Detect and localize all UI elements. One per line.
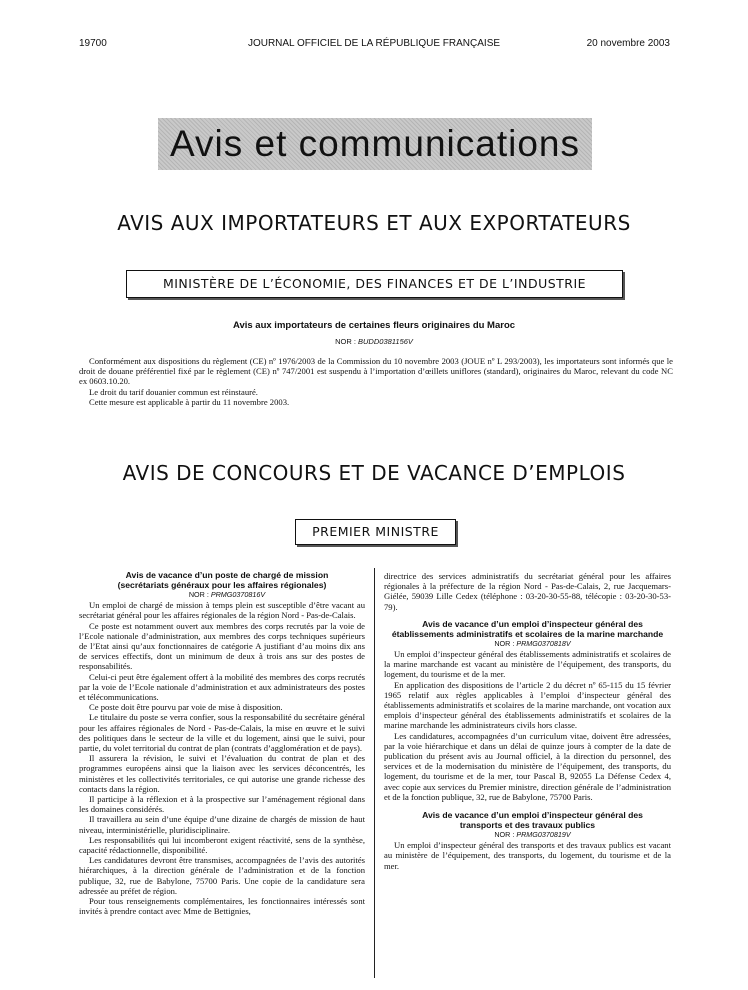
nor-label: NOR : bbox=[494, 638, 515, 648]
paragraph: En application des dispositions de l’article 2 du décret nº 65-115 du 15 février 1965 relatif aux règles applicables à l’emploi d’inspecteur général des établissements administratifs et scolaires de la marine marchande, ont vocation aux emplois d’inspecteur général des établissements administratifs et scolaires de la marine marchande les administrateurs civils hors classe. bbox=[384, 679, 671, 731]
nor-code: PRMG0370819V bbox=[516, 830, 571, 840]
nor-label: NOR : bbox=[335, 337, 356, 346]
notice-body-flowers bbox=[79, 356, 673, 407]
page-header bbox=[0, 38, 748, 54]
paragraph: Cette mesure est applicable à partir du 11 novembre 2003. bbox=[89, 396, 290, 407]
paragraph: Ce poste est notamment ouvert aux membres des corps recrutés par la voie de l’Ecole nationale d’administration, aux membres des corps techniques supérieurs de l’Etat ainsi qu’aux fonctionnaires de catégorie A justifiant d’au moins dix ans de services effectifs, dont un minimum de deux à trois ans sur des postes de responsabilités. bbox=[79, 620, 365, 672]
paragraph: Les candidatures devront être transmises, accompagnées de l’avis des autorités hiérarchiques, à la direction générale de l’administration et de la fonction publique, 32, rue de Babylone, 75700 Paris. Une copie de la candidature sera adressée au préfet de région. bbox=[79, 855, 365, 896]
nor-reference bbox=[384, 639, 671, 649]
ministry-box-premier bbox=[295, 519, 456, 545]
section-heading-competitions: AVIS DE CONCOURS ET DE VACANCE D’EMPLOIS bbox=[122, 461, 626, 485]
nor-reference bbox=[384, 830, 671, 840]
notice-title-flowers: Avis aux importateurs de certaines fleurs originaires du Maroc bbox=[232, 320, 516, 331]
paragraph: Il assurera la révision, le suivi et l’évaluation du contrat de plan et des programmes européens ainsi que la liaison avec les services déconcentrés, les ministères et les collectivités territoriales, ce qui autorise une grande richesse des contacts dans la région. bbox=[79, 753, 365, 794]
nor-label: NOR : bbox=[188, 590, 209, 599]
publication-date: 20 novembre 2003 bbox=[586, 38, 670, 49]
paragraph: Un emploi de chargé de mission à temps plein est susceptible d’être vacant au secrétariat général pour les affaires régionales de la région Nord - Pas-de-Calais. bbox=[79, 600, 365, 621]
paragraph-continuation: directrice des services administratifs du secrétariat général pour les affaires régionales à la préfecture de la région Nord - Pas-de-Calais, 2, rue Jacquemars-Giélée, 59039 Lille Cedex (téléphone : 03-20-30-55-88, télécopie : 03-20-30-53-79). bbox=[384, 571, 671, 612]
nor-code: PRMG0370818V bbox=[516, 638, 571, 648]
paragraph: Celui-ci peut être également offert à la mobilité des membres des corps recrutés par la voie de l’Ecole nationale d’administration et aux administrateurs des postes et télécommunications. bbox=[79, 671, 365, 703]
paragraph: Les candidatures, accompagnées d’un curriculum vitae, doivent être adressées, par la voie hiérarchique et dans un délai de quinze jours à compter de la date de publication du présent avis au Journal officiel, à la direction du personnel, des services et de la modernisation du ministère de l’équipement, des transports, du logement, du tourisme et de la mer, tour Pascal B, 92055 La Défense Cedex 4, avec copie aux services du Premier ministre, direction générale de l’administration et de la fonction publique, 32, rue de Babylone, 75700 Paris. bbox=[384, 730, 671, 802]
left-column bbox=[79, 570, 365, 917]
ministry-label: PREMIER MINISTRE bbox=[312, 524, 439, 539]
notice-title: Avis de vacance d’un poste de chargé de mission (secrétariats généraux pour les affaires régionales) bbox=[117, 570, 329, 590]
banner-title: Avis et communications bbox=[170, 123, 580, 164]
nor-label: NOR : bbox=[494, 830, 515, 840]
section-banner bbox=[158, 118, 592, 170]
ministry-label: MINISTÈRE DE L’ÉCONOMIE, DES FINANCES ET DE L’INDUSTRIE bbox=[162, 276, 587, 291]
paragraph: Un emploi d’inspecteur général des transports et des travaux publics est vacant au ministère de l’équipement, des transports, du logement, du tourisme et de la mer. bbox=[384, 840, 671, 871]
paragraph: Les responsabilités qui lui incomberont exigent réactivité, sens de la synthèse, capacité rédactionnelle, disponibilité. bbox=[79, 834, 365, 856]
paragraph: Pour tous renseignements complémentaires, les fonctionnaires intéressés sont invités à prendre contact avec Mme de Bettignies, bbox=[79, 896, 365, 917]
paragraph: Le droit du tarif douanier commun est réinstauré. bbox=[89, 386, 258, 397]
nor-code: BUDD0381156V bbox=[358, 337, 413, 346]
nor-reference bbox=[0, 337, 748, 346]
notice-title: Avis de vacance d’un emploi d’inspecteur général des transports et des travaux publics bbox=[422, 810, 643, 831]
paragraph: Il participe à la réflexion et à la prospective sur l’aménagement régional dans les domaines considérés. bbox=[79, 794, 365, 815]
right-column bbox=[384, 571, 671, 871]
paragraph: Un emploi d’inspecteur général des établissements administratifs et scolaires de la marine marchande est vacant au ministère de l’équipement, des transports, du logement, du tourisme et de la mer. bbox=[384, 649, 671, 680]
paragraph: Le titulaire du poste se verra confier, sous la responsabilité du secrétaire général pour les affaires régionales de Nord - Pas-de-Calais, la mise en œuvre et le suivi des politiques dans le secteur de la ville et du logement, ainsi que le suivi, pour partie, du volet territorial du contrat de plan (contrats d’agglomération et de pays). bbox=[79, 712, 365, 754]
nor-code: PRMG0370816V bbox=[210, 590, 266, 599]
section-heading-importers: AVIS AUX IMPORTATEURS ET AUX EXPORTATEURS bbox=[117, 211, 631, 235]
journal-title: JOURNAL OFFICIEL DE LA RÉPUBLIQUE FRANÇAISE bbox=[247, 38, 501, 49]
paragraph: Conformément aux dispositions du règlement (CE) nº 1976/2003 de la Commission du 10 novembre 2003 (JOUE nº L 293/2003), les importateurs sont informés que le droit de douane préférentiel fixé par le règlement (CE) nº 747/2001 est suspendu à l’importation d’œillets uniflores (standard), originaires du Maroc, relevant du code NC ex 0603.10.20. bbox=[79, 356, 673, 387]
notice-title: Avis de vacance d’un emploi d’inspecteur général des établissements administratifs et scolaires de la marine marchande bbox=[391, 618, 664, 639]
page-number: 19700 bbox=[79, 38, 107, 49]
column-divider bbox=[374, 568, 375, 978]
paragraph: Il travaillera au sein d’une équipe d’une dizaine de chargés de mission de haut niveau, interministérielle, pluridisciplinaire. bbox=[79, 814, 365, 835]
paragraph: Ce poste doit être pourvu par voie de mise à disposition. bbox=[89, 702, 283, 713]
ministry-box-economy bbox=[126, 270, 623, 298]
nor-reference bbox=[79, 590, 365, 600]
